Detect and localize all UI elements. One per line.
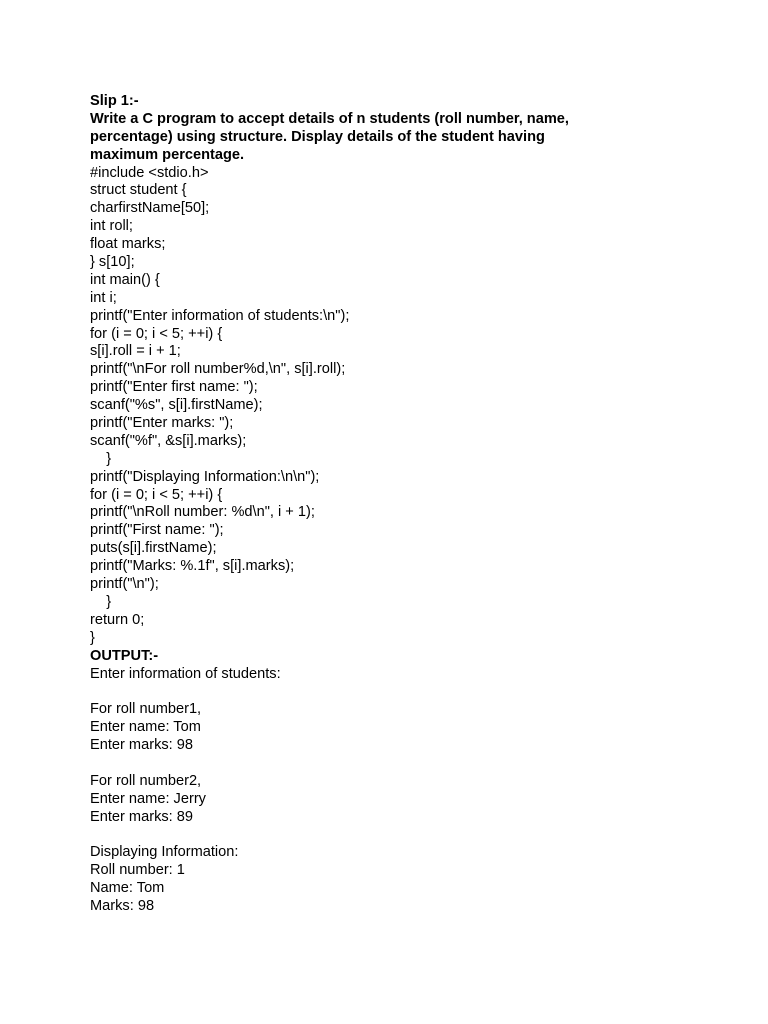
code-line: #include <stdio.h> (90, 164, 209, 181)
output-line (90, 755, 730, 773)
code-line: scanf("%f", &s[i].marks); (90, 432, 247, 449)
code-line: for (i = 0; i < 5; ++i) { (90, 325, 223, 342)
code-line: printf("\nRoll number: %d\n", i + 1); (90, 504, 315, 521)
question-line: percentage) using structure. Display details of the student having (90, 128, 545, 145)
output-line: Displaying Information: (90, 844, 239, 861)
code-line: } (90, 450, 112, 467)
code-line: printf("Displaying Information:\n\n"); (90, 468, 320, 485)
code-line: } s[10]; (90, 254, 135, 271)
code-line: return 0; (90, 611, 145, 628)
code-line: struct student { (90, 182, 187, 199)
code-line: for (i = 0; i < 5; ++i) { (90, 486, 223, 503)
code-line: scanf("%s", s[i].firstName); (90, 397, 263, 414)
output-line (90, 683, 730, 701)
code-line: printf("\nFor roll number%d,\n", s[i].roll); (90, 361, 346, 378)
code-line: charfirstName[50]; (90, 200, 210, 217)
question-block (90, 111, 730, 165)
code-line: } (90, 593, 112, 610)
code-line: printf("Enter marks: "); (90, 415, 234, 432)
output-line: Enter name: Tom (90, 719, 201, 736)
output-line: Enter marks: 89 (90, 808, 194, 825)
code-line: int roll; (90, 218, 133, 235)
output-heading: OUTPUT:- (90, 647, 159, 664)
output-line: Enter name: Jerry (90, 790, 206, 807)
code-line: printf("First name: "); (90, 522, 224, 539)
question-line: Write a C program to accept details of n students (roll number, name, (90, 110, 569, 127)
output-line: For roll number2, (90, 772, 202, 789)
code-line: float marks; (90, 236, 166, 253)
slip-title: Slip 1:- (90, 93, 139, 109)
code-line: int main() { (90, 271, 160, 288)
output-line: Roll number: 1 (90, 862, 185, 879)
document-page (90, 93, 730, 916)
output-line: Enter marks: 98 (90, 737, 194, 754)
code-line: int i; (90, 289, 117, 306)
code-line: printf("\n"); (90, 576, 159, 593)
code-line: printf("Marks: %.1f", s[i].marks); (90, 558, 295, 575)
code-line: } (90, 629, 95, 646)
output-block (90, 666, 730, 916)
question-line: maximum percentage. (90, 146, 245, 163)
code-line: printf("Enter information of students:\n"); (90, 307, 350, 324)
code-line: s[i].roll = i + 1; (90, 343, 181, 360)
output-line: For roll number1, (90, 701, 202, 718)
code-block (90, 165, 730, 648)
code-line: printf("Enter first name: "); (90, 379, 258, 396)
output-line (90, 827, 730, 845)
output-line: Enter information of students: (90, 665, 281, 682)
output-line: Name: Tom (90, 880, 165, 897)
code-line: puts(s[i].firstName); (90, 540, 217, 557)
output-line: Marks: 98 (90, 898, 155, 915)
